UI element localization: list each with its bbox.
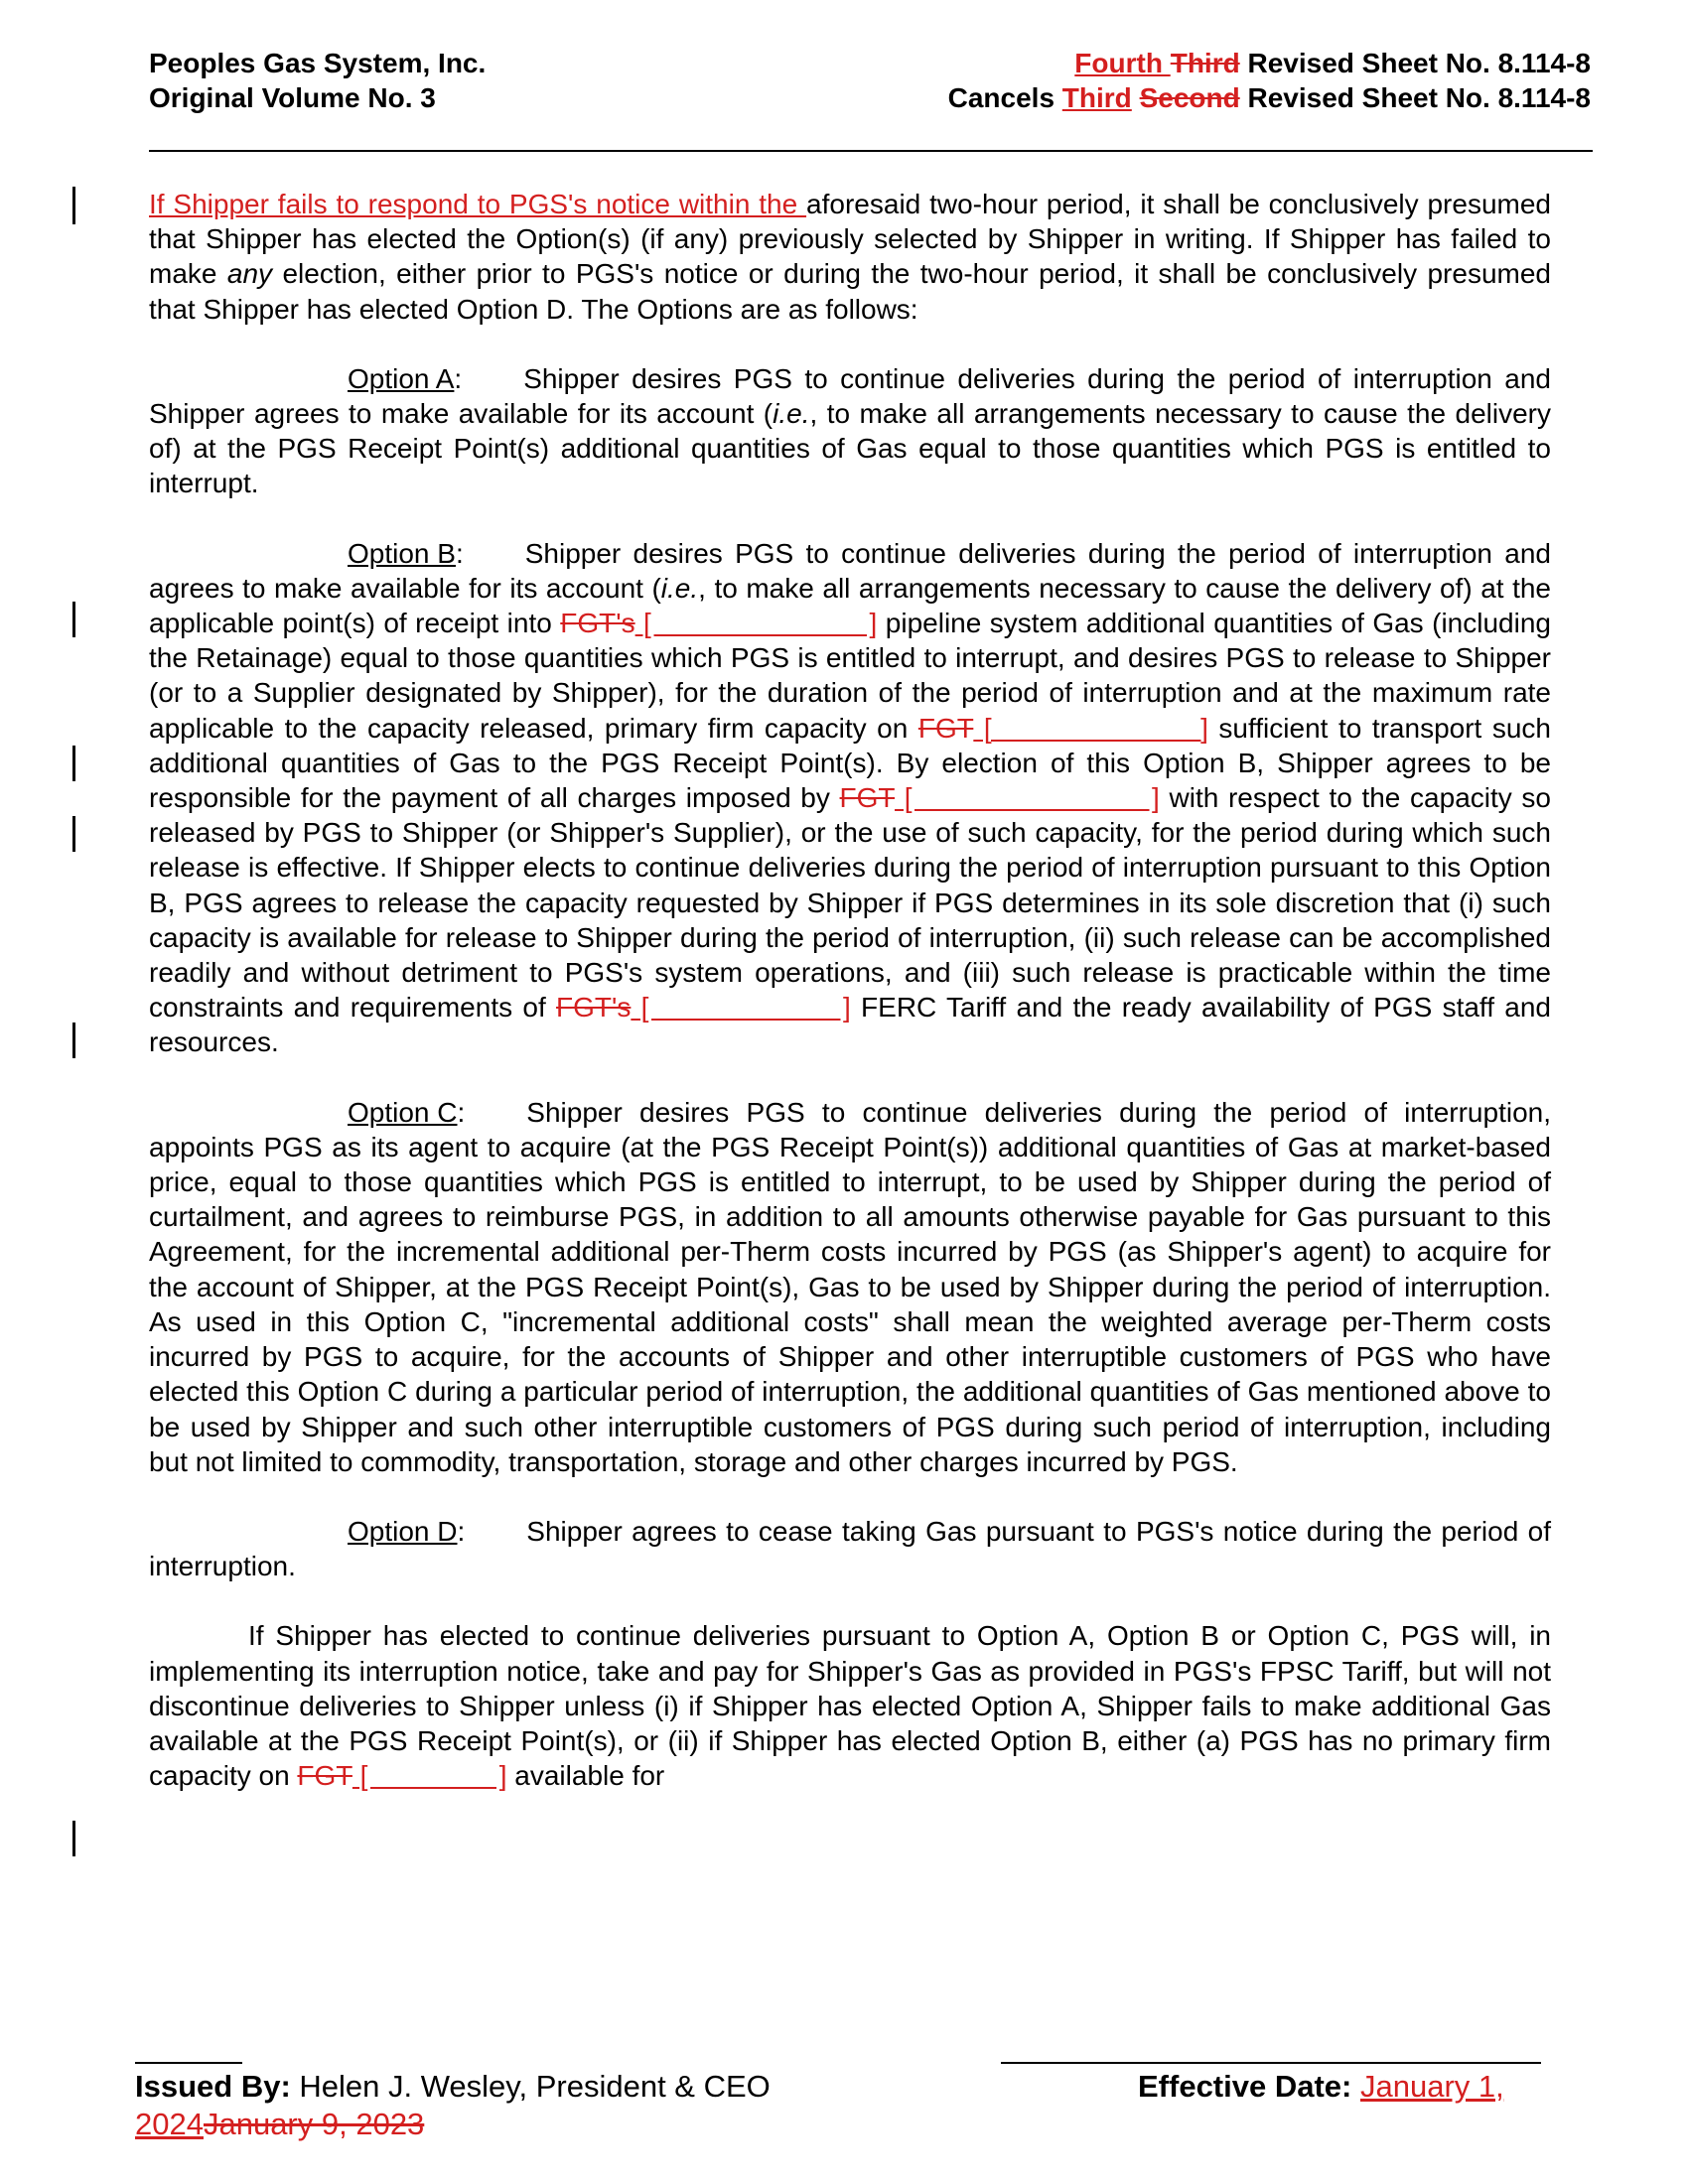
inserted-blank: [ ] bbox=[634, 608, 878, 639]
option-a-label: Option A bbox=[348, 362, 455, 394]
effective-date-continued: 2024January 9, 2023 bbox=[135, 2107, 425, 2141]
header-right bbox=[948, 46, 1591, 115]
option-d-label: Option D bbox=[348, 1515, 458, 1547]
option-d-paragraph: Option D: Shipper agrees to cease taking Gas pursuant to PGS's notice during the period of interruption. bbox=[149, 1515, 1551, 1582]
closing-paragraph: If Shipper has elected to continue deliveries pursuant to Option A, Option B or Option C, PGS will, in implementing its interruption notice, take and pay for Shipper's Gas as provided in PGS's FPSC Tariff, but will not discontinue deliveries to Shipper unless (i) if Shipper has elected Option A, Shipper fails to make additional Gas available at the PGS Receipt Point(s), or (ii) if Shipper has elected Option B, either (a) PGS has no primary firm capacity on FGT [ ] available for bbox=[149, 1620, 1551, 1792]
issued-by: Issued By: Helen J. Wesley, President & CEO bbox=[135, 2069, 771, 2104]
deleted-text: FGT bbox=[917, 712, 974, 744]
footer-rule-left bbox=[135, 2062, 242, 2064]
cancels-inserted-text: Third bbox=[1061, 82, 1132, 113]
option-b-label: Option B bbox=[348, 537, 456, 569]
document-body bbox=[149, 187, 1551, 1828]
change-bar bbox=[72, 1821, 75, 1856]
change-bar bbox=[72, 187, 75, 224]
inserted-blank: [ ] bbox=[895, 782, 1160, 814]
deleted-text: FGT bbox=[839, 782, 896, 814]
option-c-paragraph: Option C: Shipper desires PGS to continue deliveries during the period of interruption, appoints PGS as its agent to acquire (at the PGS Receipt Point(s)) additional quantities of Gas at market-based price, equal to those quantities which PGS is entitled to interrupt, to be used by Shipper during the period of curtailment, and agrees to reimburse PGS, in addition to all amounts otherwise payable for Gas pursuant to this Agreement, for the incremental additional per-Therm costs incurred by PGS (as Shipper's agent) to acquire for the account of Shipper, at the PGS Receipt Point(s), Gas to be used by Shipper during the period of interruption. As used in this Option C, "incremental additional costs" shall mean the weighted average per-Therm costs incurred by PGS to acquire, for the accounts of Shipper and other interruptible customers of PGS who have elected this Option C during a particular period of interruption, the additional quantities of Gas mentioned above to be used by Shipper and such other interruptible customers of PGS during such period of interruption, including but not limited to commodity, transportation, storage and other charges incurred by PGS. bbox=[149, 1096, 1551, 1477]
company-name: Peoples Gas System, Inc. bbox=[149, 48, 487, 78]
effective-date: Effective Date: January 1, bbox=[1138, 2069, 1504, 2104]
option-b-paragraph: Option B: Shipper desires PGS to continue deliveries during the period of interruption and agrees to make available for its account (i.e., to make all arrangements necessary to cause the delivery of) at the applicable point(s) of receipt into FGT's [ ] pipeline system additional quantities of Gas (including the Retainage) equal to those quantities which PGS is entitled to interrupt, and desires PGS to release to Shipper (or to a Supplier designated by Shipper), for the duration of the period of interruption and at the maximum rate applicable to the capacity released, primary firm capacity on FGT [ ] sufficient to transport such additional quantities of Gas to the PGS Receipt Point(s). By election of this Option B, Shipper agrees to be responsible for the payment of all charges imposed by FGT [ ] with respect to the capacity so released by PGS to Shipper (or Shipper's Supplier), or the use of such capacity, for the period during which such release is effective. If Shipper elects to continue deliveries during the period of interruption pursuant to this Option B, PGS agrees to release the capacity requested by Shipper if PGS determines in its sole discretion that (i) such capacity is available for release to Shipper during the period of interruption, (ii) such release can be accomplished readily and without detriment to PGS's system operations, and (iii) such release is practicable within the time constraints and requirements of FGT's [ ] FERC Tariff and the ready availability of PGS staff and resources. bbox=[149, 537, 1552, 1058]
option-c-label: Option C bbox=[348, 1096, 458, 1128]
cancels-line: Cancels Third Second Revised Sheet No. 8.114-8 bbox=[947, 82, 1591, 113]
volume-number: Original Volume No. 3 bbox=[149, 82, 436, 113]
header-divider bbox=[149, 150, 1593, 152]
deleted-text: FGT's bbox=[560, 608, 635, 639]
intro-paragraph: If Shipper fails to respond to PGS's notice within the aforesaid two-hour period, it shall be conclusively presumed that Shipper has elected the Option(s) (if any) previously selected by Shipper in writing. If Shipper has failed to make any election, either prior to PGS's notice or during the two-hour period, it shall be conclusively presumed that Shipper has elected Option D. The Options are as follows: bbox=[149, 189, 1551, 325]
cancels-deleted-text: Second bbox=[1139, 82, 1240, 113]
change-bar bbox=[72, 746, 75, 781]
sheet-number: Fourth Third Revised Sheet No. 8.114-8 bbox=[1074, 48, 1591, 78]
footer-rule-right bbox=[1001, 2062, 1541, 2064]
sheet-inserted-text: Fourth bbox=[1074, 48, 1171, 78]
inserted-blank: [ ] bbox=[973, 712, 1208, 744]
change-bar bbox=[72, 602, 75, 637]
inserted-blank: [ ] bbox=[631, 992, 851, 1024]
sheet-deleted-text: Third bbox=[1170, 48, 1240, 78]
inserted-blank: [ ] bbox=[352, 1760, 507, 1792]
change-bar bbox=[72, 1023, 75, 1058]
option-a-paragraph: Option A: Shipper desires PGS to continue deliveries during the period of interruption and Shipper agrees to make available for its account (i.e., to make all arrangements necessary to cause the delivery of) at the PGS Receipt Point(s) additional quantities of Gas equal to those quantities which PGS is entitled to interrupt. bbox=[149, 362, 1551, 499]
change-bar bbox=[72, 816, 75, 852]
deleted-text: FGT bbox=[297, 1760, 352, 1792]
header-left bbox=[149, 46, 486, 115]
deleted-text: FGT's bbox=[556, 992, 632, 1024]
